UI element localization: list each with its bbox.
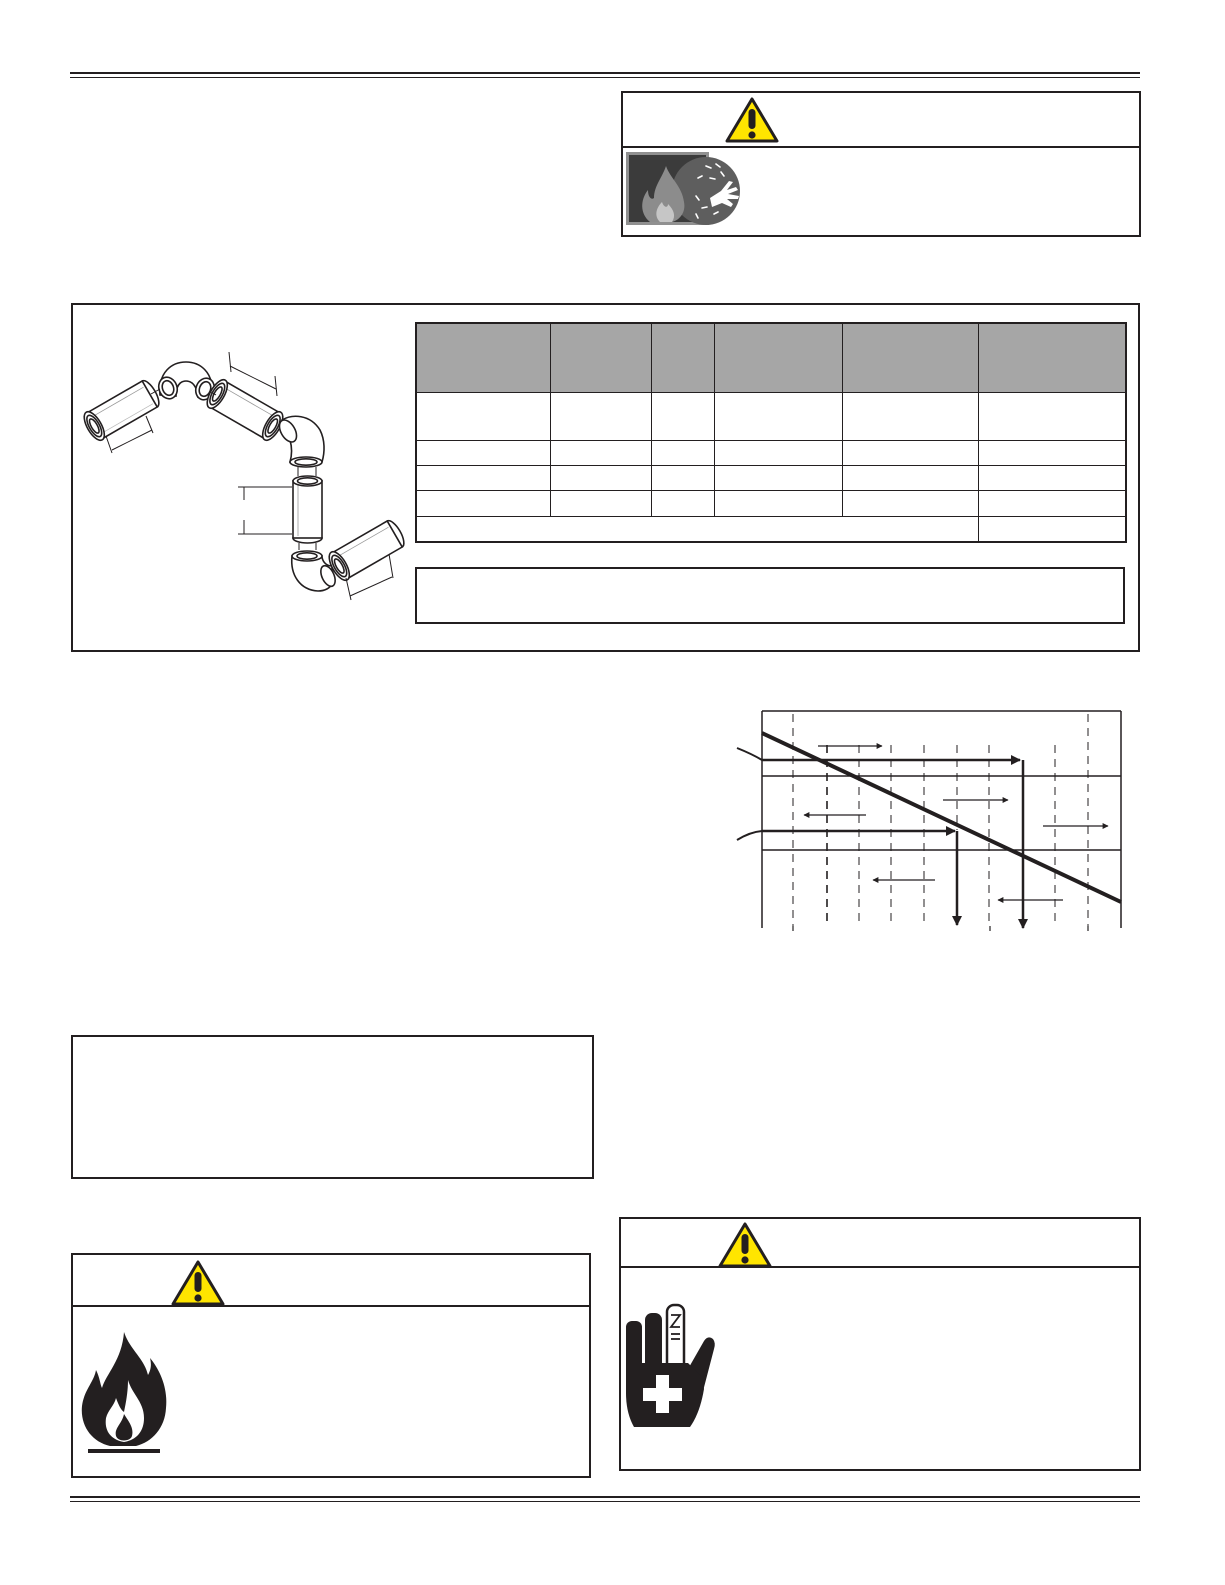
table-cell (978, 490, 1126, 516)
vent-length-table (415, 322, 1127, 543)
header-rule-thin (70, 77, 1140, 78)
table-row (416, 490, 1126, 516)
hot-surface-burn-icon (626, 152, 740, 229)
notice-box (71, 1035, 594, 1179)
table-header-cell (714, 323, 842, 392)
table-row (416, 392, 1126, 440)
table-cell (416, 392, 550, 440)
table-cell (714, 465, 842, 490)
table-row (416, 465, 1126, 490)
table-cell (416, 440, 550, 465)
warning-header-divider (623, 146, 1139, 148)
warning-triangle-icon (717, 1220, 773, 1270)
table-cell (416, 465, 550, 490)
table-cell (978, 440, 1126, 465)
table-cell (978, 465, 1126, 490)
vent-configuration-panel (71, 303, 1140, 652)
table-header-row (416, 323, 1126, 392)
table-cell (842, 465, 978, 490)
table-cell (714, 490, 842, 516)
vent-pipe-assembly-icon (78, 335, 412, 605)
table-total-value (978, 516, 1126, 542)
table-header-cell (550, 323, 651, 392)
burn-warning-box (621, 91, 1141, 237)
flammable-warning-box (71, 1253, 591, 1478)
table-cell (651, 440, 714, 465)
table-cell (842, 392, 978, 440)
warning-header-divider (73, 1305, 589, 1307)
table-cell (550, 392, 651, 440)
footer-rule-thin (70, 1501, 1140, 1502)
table-cell (842, 490, 978, 516)
warning-triangle-icon (170, 1258, 226, 1308)
sizing-graph (730, 700, 1130, 935)
table-cell (714, 392, 842, 440)
header-rule-thick (70, 72, 1140, 74)
graph-lead-line-upper (737, 748, 762, 760)
table-row (416, 440, 1126, 465)
table-total-row (416, 516, 1126, 542)
pipe-section-3 (293, 476, 322, 543)
warning-header-divider (621, 1266, 1139, 1268)
table-cell (714, 440, 842, 465)
table-cell (550, 465, 651, 490)
table-header-cell (978, 323, 1126, 392)
warning-triangle-icon (724, 95, 780, 145)
table-cell (978, 392, 1126, 440)
flammable-flame-icon (78, 1330, 170, 1457)
table-cell (550, 440, 651, 465)
table-cell (416, 490, 550, 516)
injury-warning-box (619, 1217, 1141, 1471)
table-cell (651, 490, 714, 516)
table-cell (651, 392, 714, 440)
table-header-cell (651, 323, 714, 392)
table-cell (842, 440, 978, 465)
table-header-cell (842, 323, 978, 392)
pipe-section-2 (203, 377, 287, 444)
table-cell (550, 490, 651, 516)
table-total-label (416, 516, 978, 542)
graph-diagonal-curve (762, 733, 1121, 902)
pipe-section-4 (325, 517, 408, 583)
hand-injury-icon (624, 1303, 716, 1430)
elbow-2 (276, 416, 324, 467)
table-cell (651, 465, 714, 490)
table-header-cell (416, 323, 550, 392)
pipe-section-1 (80, 377, 163, 443)
table-note-box (415, 567, 1125, 624)
footer-rule-thick (70, 1496, 1140, 1498)
graph-lead-line-lower (737, 831, 762, 840)
